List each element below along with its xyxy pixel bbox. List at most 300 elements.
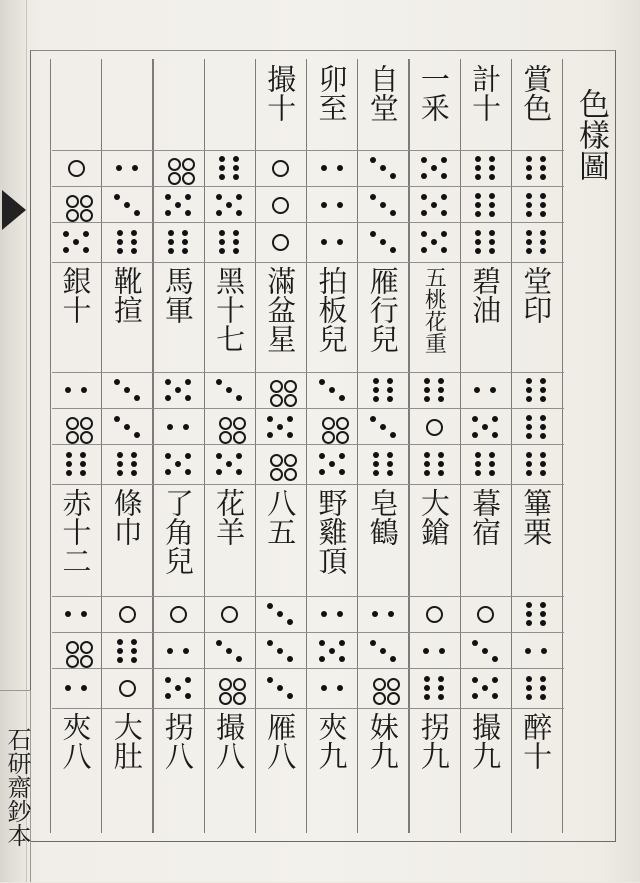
- column-header: 撮十: [263, 64, 298, 122]
- pip: [526, 461, 532, 467]
- pip: [540, 452, 546, 458]
- pip: [373, 692, 386, 705]
- die-face-five: [265, 414, 295, 440]
- pip: [472, 693, 478, 699]
- combination-name: 篳栗: [519, 488, 554, 546]
- pip: [337, 685, 343, 691]
- pip: [226, 461, 232, 467]
- die-face-three: [317, 377, 347, 403]
- pip: [219, 239, 225, 245]
- pip: [380, 239, 386, 245]
- combination-name: 醉十: [519, 712, 554, 770]
- die-face-three: [112, 414, 142, 440]
- pip: [114, 416, 120, 422]
- pip: [540, 193, 546, 199]
- pip: [66, 195, 79, 208]
- row-divider: [52, 186, 564, 187]
- pip: [131, 248, 137, 254]
- row-divider: [52, 484, 564, 485]
- column-divider: [357, 59, 358, 833]
- die-face-one: [163, 601, 193, 627]
- pip: [540, 202, 546, 208]
- pip: [124, 387, 130, 393]
- pip: [63, 231, 69, 237]
- pip: [175, 387, 181, 393]
- sheet-title: 色樣圖: [573, 87, 609, 181]
- pip: [387, 452, 393, 458]
- pip: [373, 378, 379, 384]
- pip: [80, 452, 86, 458]
- pip: [424, 685, 430, 691]
- die-face-one: [265, 192, 295, 218]
- pip: [73, 239, 79, 245]
- pip: [475, 248, 481, 254]
- pip: [472, 640, 478, 646]
- pip: [219, 174, 225, 180]
- pip: [526, 230, 532, 236]
- pip: [424, 470, 430, 476]
- pip: [216, 210, 222, 216]
- pip: [219, 248, 225, 254]
- pip-ring: [426, 419, 443, 436]
- column-divider: [511, 59, 512, 833]
- pip: [185, 469, 191, 475]
- pip: [540, 211, 546, 217]
- die-face-three: [265, 638, 295, 664]
- pip: [540, 611, 546, 617]
- pip: [182, 172, 195, 185]
- pip: [182, 230, 188, 236]
- row-divider: [52, 668, 564, 669]
- pip: [525, 648, 531, 654]
- pip: [216, 453, 222, 459]
- pip: [182, 248, 188, 254]
- pip: [526, 165, 532, 171]
- pip: [441, 157, 447, 163]
- pip: [66, 417, 79, 430]
- pip: [475, 239, 481, 245]
- combination-name: 拐九: [416, 712, 451, 770]
- pip: [390, 432, 396, 438]
- pip: [175, 685, 181, 691]
- pip: [226, 202, 232, 208]
- combination-name: 黑十七: [212, 266, 247, 353]
- pip: [526, 433, 532, 439]
- pip: [492, 693, 498, 699]
- pip: [438, 461, 444, 467]
- footer-label: 石研齋鈔本: [0, 690, 30, 883]
- die-face-two: [521, 638, 551, 664]
- pip: [66, 431, 79, 444]
- pip: [438, 396, 444, 402]
- pip: [489, 211, 495, 217]
- pip: [219, 156, 225, 162]
- combination-name: 滿盆星: [263, 266, 298, 353]
- die-face-one: [112, 675, 142, 701]
- pip: [267, 432, 273, 438]
- pip: [117, 452, 123, 458]
- combination-name: 暮宿: [468, 488, 503, 546]
- pip: [233, 165, 239, 171]
- pip: [438, 378, 444, 384]
- die-face-six: [61, 451, 91, 477]
- column-divider: [204, 59, 205, 833]
- combination-name: 堂印: [519, 266, 554, 324]
- pip: [526, 676, 532, 682]
- pip: [131, 452, 137, 458]
- pip: [277, 648, 283, 654]
- pip: [165, 210, 171, 216]
- pip: [489, 470, 495, 476]
- pip: [492, 416, 498, 422]
- pip: [373, 396, 379, 402]
- pip: [80, 461, 86, 467]
- die-face-three: [368, 638, 398, 664]
- pip: [526, 239, 532, 245]
- die-face-six: [163, 229, 193, 255]
- pip: [321, 202, 327, 208]
- die-face-four: [214, 675, 244, 701]
- pip: [165, 379, 171, 385]
- die-face-six: [521, 377, 551, 403]
- pip: [226, 648, 232, 654]
- pip: [390, 247, 396, 253]
- pip: [489, 239, 495, 245]
- pip: [131, 239, 137, 245]
- column-divider: [306, 59, 307, 833]
- pip: [492, 656, 498, 662]
- pip: [526, 156, 532, 162]
- die-face-five: [419, 192, 449, 218]
- die-face-three: [214, 638, 244, 664]
- die-face-three: [368, 229, 398, 255]
- pip: [540, 694, 546, 700]
- pip: [424, 694, 430, 700]
- pip: [441, 247, 447, 253]
- pip: [526, 470, 532, 476]
- pip: [540, 424, 546, 430]
- combination-name: 靴揎: [109, 266, 144, 324]
- combination-name: 赤十二: [58, 488, 93, 575]
- die-face-three: [470, 638, 500, 664]
- pip-ring: [68, 160, 85, 177]
- die-face-six: [419, 451, 449, 477]
- pip: [339, 469, 345, 475]
- pip: [81, 685, 87, 691]
- pip: [421, 231, 427, 237]
- combination-name: 雁八: [263, 712, 298, 770]
- die-face-five: [470, 675, 500, 701]
- pip: [526, 211, 532, 217]
- die-face-one: [61, 155, 91, 181]
- pip: [540, 415, 546, 421]
- pip: [219, 230, 225, 236]
- combination-name: 五桃花重: [421, 266, 447, 354]
- column-header: 自堂: [365, 64, 400, 122]
- die-face-three: [368, 155, 398, 181]
- pip: [175, 202, 181, 208]
- die-face-two: [368, 601, 398, 627]
- die-face-three: [214, 377, 244, 403]
- die-face-four: [265, 377, 295, 403]
- pip: [526, 396, 532, 402]
- pip: [131, 461, 137, 467]
- pip: [216, 469, 222, 475]
- pip: [540, 620, 546, 626]
- pip: [219, 678, 232, 691]
- pip: [319, 379, 325, 385]
- pip: [65, 611, 71, 617]
- die-face-four: [163, 155, 193, 181]
- pip: [489, 165, 495, 171]
- pip: [117, 639, 123, 645]
- column-divider: [255, 59, 256, 833]
- pip: [267, 640, 273, 646]
- pip: [165, 453, 171, 459]
- pip: [236, 656, 242, 662]
- pip: [370, 640, 376, 646]
- pip: [475, 202, 481, 208]
- pip: [216, 194, 222, 200]
- pip: [117, 470, 123, 476]
- row-divider: [52, 444, 564, 445]
- pip: [482, 424, 488, 430]
- pip: [431, 239, 437, 245]
- pip: [114, 194, 120, 200]
- pip: [337, 202, 343, 208]
- pip: [372, 611, 378, 617]
- die-face-six: [112, 229, 142, 255]
- pip: [66, 452, 72, 458]
- combination-name: 馬軍: [160, 266, 195, 324]
- die-face-one: [112, 601, 142, 627]
- column-divider: [562, 59, 563, 833]
- pip: [489, 156, 495, 162]
- pip: [475, 193, 481, 199]
- pip: [424, 461, 430, 467]
- pip: [424, 378, 430, 384]
- pip: [168, 248, 174, 254]
- row-divider: [52, 222, 564, 223]
- pip: [124, 424, 130, 430]
- pip: [540, 387, 546, 393]
- pip-ring: [272, 160, 289, 177]
- pip: [134, 210, 140, 216]
- pip: [321, 239, 327, 245]
- pip: [336, 417, 349, 430]
- die-face-five: [214, 192, 244, 218]
- pip-ring: [221, 606, 238, 623]
- pip: [216, 379, 222, 385]
- pip: [65, 685, 71, 691]
- pip: [80, 641, 93, 654]
- pip: [438, 685, 444, 691]
- pip: [390, 656, 396, 662]
- pip: [131, 657, 137, 663]
- pip: [270, 454, 283, 467]
- die-face-five: [470, 414, 500, 440]
- pip: [540, 248, 546, 254]
- pip: [319, 453, 325, 459]
- combination-name: 夾八: [58, 712, 93, 770]
- pip: [216, 640, 222, 646]
- pip: [526, 685, 532, 691]
- die-face-six: [214, 155, 244, 181]
- pip: [267, 677, 273, 683]
- combination-name: 大肚: [109, 712, 144, 770]
- pip: [66, 209, 79, 222]
- pip: [277, 685, 283, 691]
- pip: [182, 158, 195, 171]
- row-divider: [52, 372, 564, 373]
- die-face-one: [265, 155, 295, 181]
- pip: [124, 202, 130, 208]
- pip: [387, 387, 393, 393]
- die-face-two: [112, 155, 142, 181]
- pip: [526, 202, 532, 208]
- die-face-six: [521, 229, 551, 255]
- column-divider: [408, 59, 409, 833]
- pip: [233, 174, 239, 180]
- combination-name: 夾九: [314, 712, 349, 770]
- die-face-six: [112, 451, 142, 477]
- pip: [117, 239, 123, 245]
- die-face-five: [163, 451, 193, 477]
- pip: [438, 452, 444, 458]
- pip: [490, 387, 496, 393]
- die-face-two: [317, 601, 347, 627]
- pip: [233, 239, 239, 245]
- pip: [540, 433, 546, 439]
- die-face-two: [317, 155, 347, 181]
- pip: [277, 611, 283, 617]
- pip: [233, 248, 239, 254]
- pip: [388, 611, 394, 617]
- pip: [472, 432, 478, 438]
- die-face-one: [265, 229, 295, 255]
- pip: [117, 657, 123, 663]
- pip: [441, 231, 447, 237]
- pip: [540, 676, 546, 682]
- pip: [167, 648, 173, 654]
- combination-name: 了角兒: [160, 488, 195, 575]
- pip: [185, 693, 191, 699]
- die-face-four: [265, 451, 295, 477]
- pip: [421, 173, 427, 179]
- die-face-four: [317, 414, 347, 440]
- die-face-six: [368, 451, 398, 477]
- pip: [526, 602, 532, 608]
- die-face-two: [419, 638, 449, 664]
- pip: [165, 693, 171, 699]
- pip: [319, 656, 325, 662]
- pip: [165, 677, 171, 683]
- pip: [185, 395, 191, 401]
- pip: [541, 648, 547, 654]
- pip: [131, 648, 137, 654]
- pip: [387, 461, 393, 467]
- pip: [114, 379, 120, 385]
- pip: [492, 432, 498, 438]
- die-face-one: [419, 414, 449, 440]
- pip: [165, 194, 171, 200]
- die-face-four: [61, 638, 91, 664]
- pip: [270, 380, 283, 393]
- pip: [540, 470, 546, 476]
- die-face-five: [419, 155, 449, 181]
- pip: [339, 640, 345, 646]
- pip: [475, 211, 481, 217]
- pip: [80, 431, 93, 444]
- pip: [168, 158, 181, 171]
- pip: [489, 452, 495, 458]
- pip: [287, 432, 293, 438]
- pip: [81, 611, 87, 617]
- pip: [219, 165, 225, 171]
- die-face-three: [265, 601, 295, 627]
- row-divider: [52, 408, 564, 409]
- pip: [80, 470, 86, 476]
- combination-name: 撮八: [212, 712, 247, 770]
- row-divider: [52, 150, 564, 151]
- pip: [424, 676, 430, 682]
- die-face-three: [265, 675, 295, 701]
- pip: [370, 157, 376, 163]
- pip: [475, 165, 481, 171]
- row-divider: [52, 262, 564, 263]
- pip: [526, 694, 532, 700]
- combination-name: 條巾: [109, 488, 144, 546]
- pip: [439, 648, 445, 654]
- die-face-five: [317, 451, 347, 477]
- pip: [472, 416, 478, 422]
- pip: [80, 655, 93, 668]
- pip: [526, 611, 532, 617]
- die-face-four: [214, 414, 244, 440]
- pip-ring: [119, 606, 136, 623]
- pip: [380, 165, 386, 171]
- combination-name: 妹九: [365, 712, 400, 770]
- pip: [526, 174, 532, 180]
- die-face-five: [163, 675, 193, 701]
- pip: [319, 640, 325, 646]
- pip: [80, 209, 93, 222]
- die-face-six: [521, 414, 551, 440]
- pip: [526, 248, 532, 254]
- die-face-six: [521, 192, 551, 218]
- pip: [472, 677, 478, 683]
- pip: [175, 461, 181, 467]
- pip: [168, 230, 174, 236]
- pip: [421, 247, 427, 253]
- pip: [431, 202, 437, 208]
- pip: [66, 470, 72, 476]
- pip-ring: [170, 606, 187, 623]
- pip: [267, 416, 273, 422]
- pip: [339, 395, 345, 401]
- die-face-two: [163, 414, 193, 440]
- die-face-six: [470, 192, 500, 218]
- pip: [336, 431, 349, 444]
- pip: [319, 469, 325, 475]
- pip: [390, 210, 396, 216]
- pip: [489, 461, 495, 467]
- pip: [183, 648, 189, 654]
- die-face-two: [317, 229, 347, 255]
- pip-ring: [477, 606, 494, 623]
- pip: [526, 620, 532, 626]
- die-face-two: [317, 675, 347, 701]
